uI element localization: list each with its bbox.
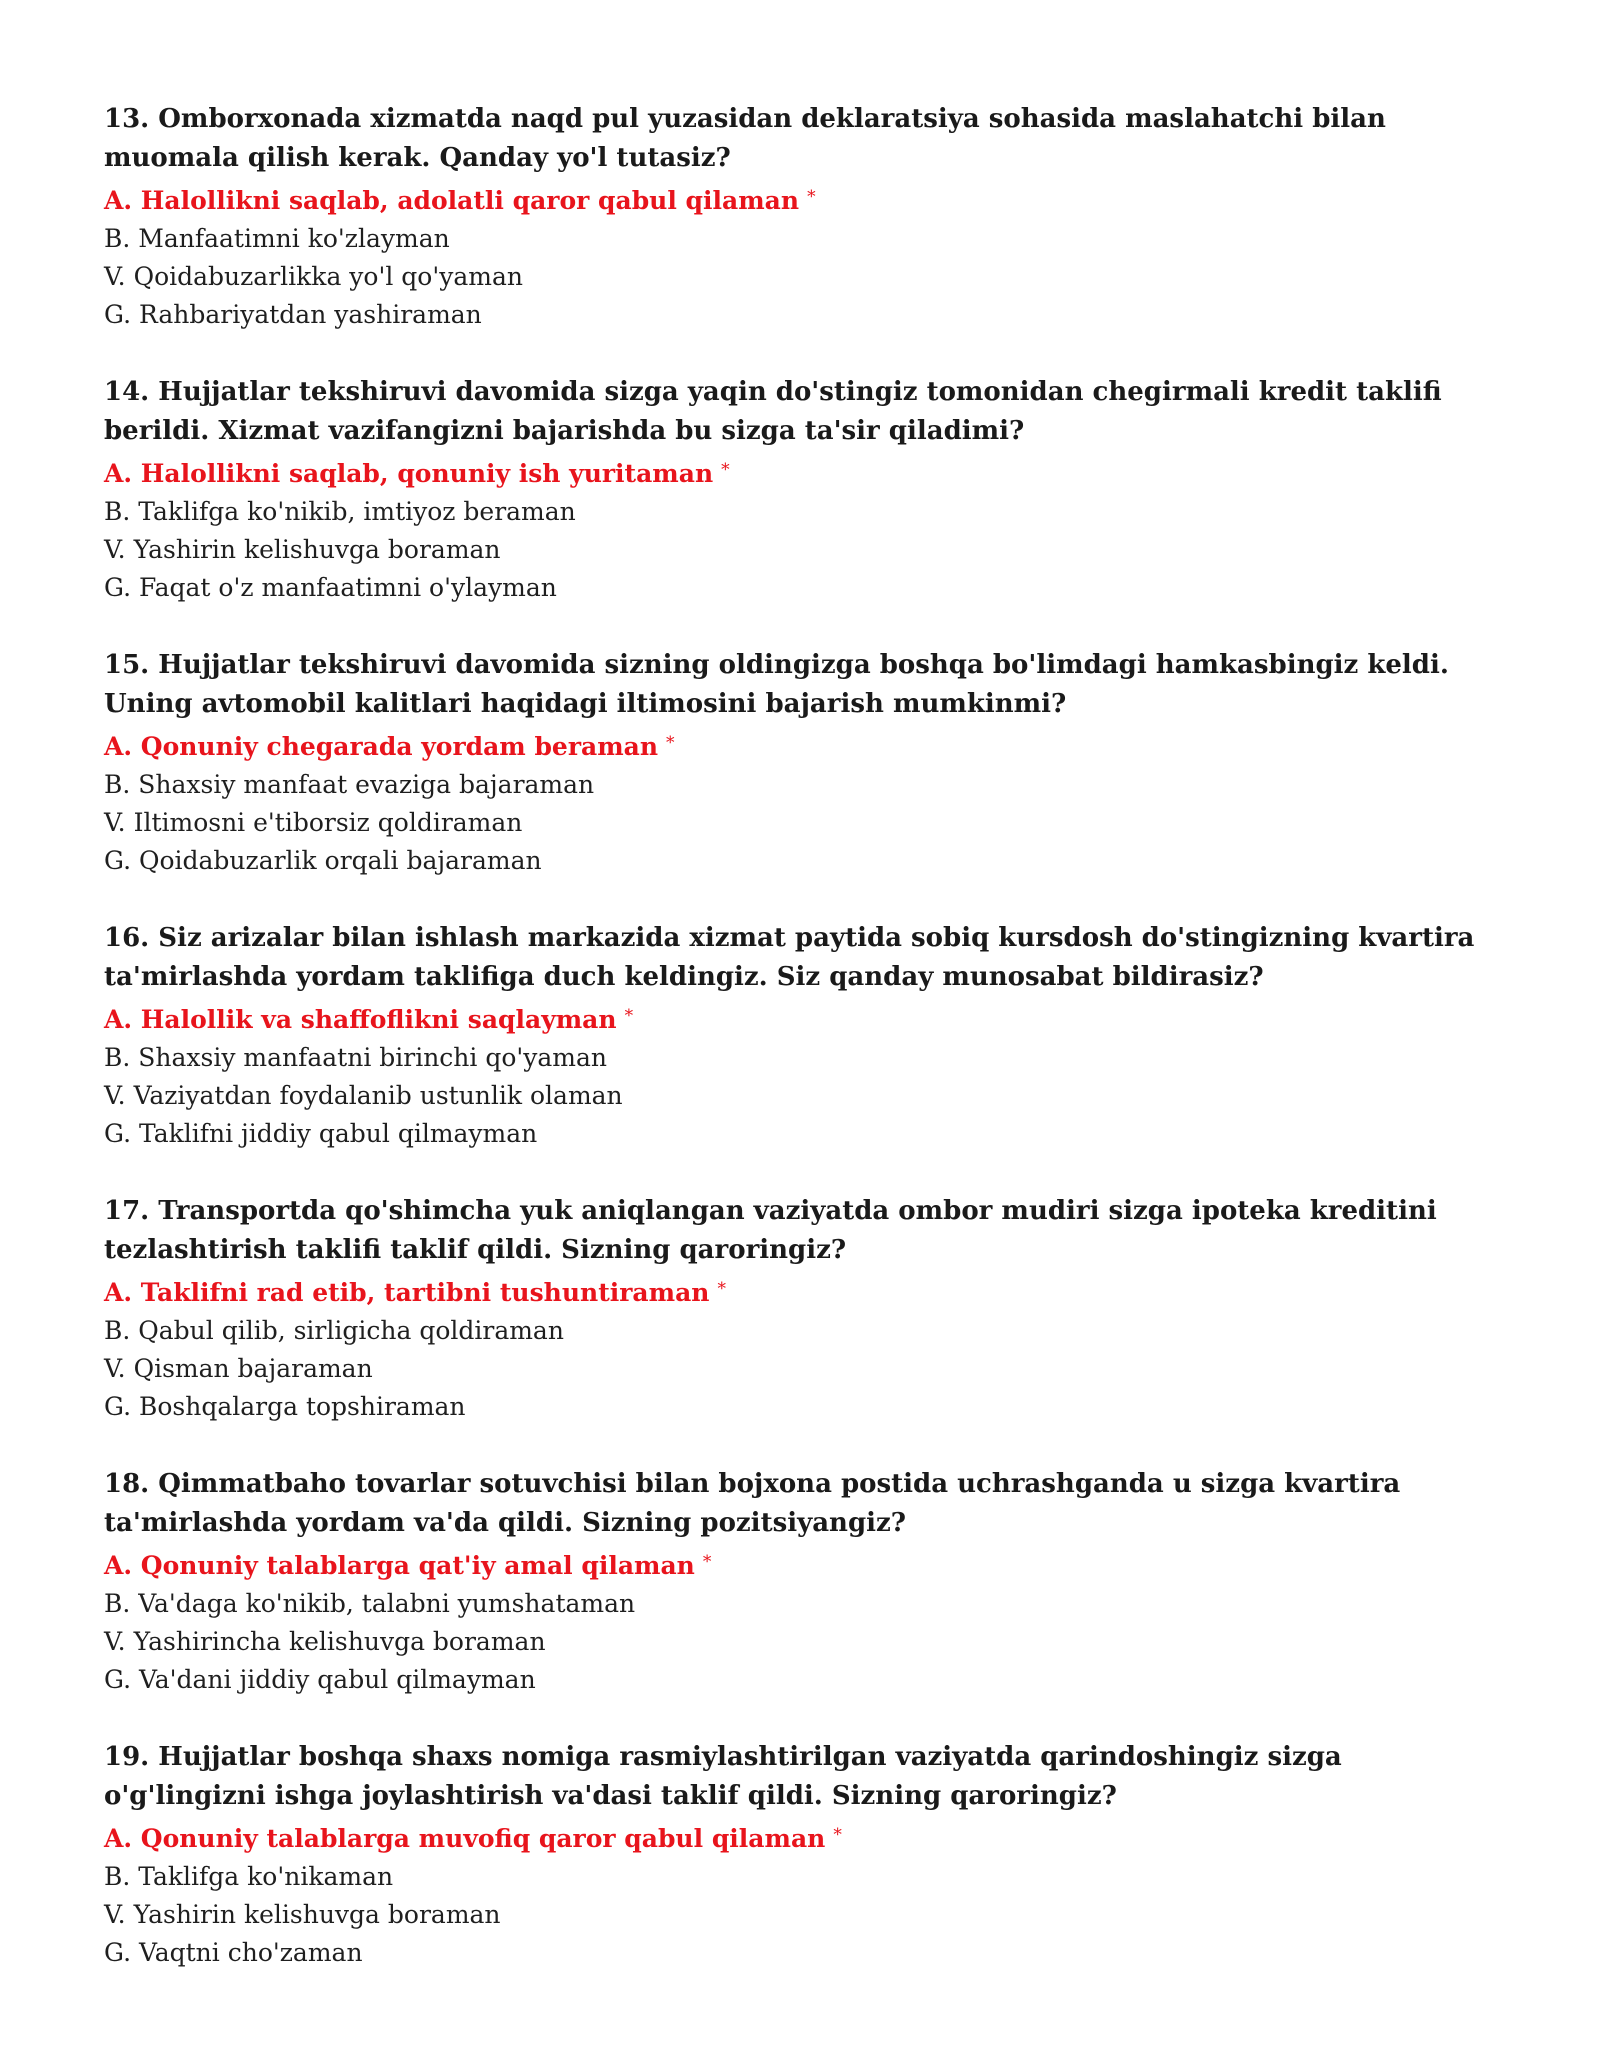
- question-17: [104, 1192, 1504, 1426]
- question-text: 15. Hujjatlar tekshiruvi davomida sizning oldingizga boshqa bo'limdagi hamkasbingiz keldi. Uning avtomobil kalitlari haqidagi iltimosini bajarish mumkinmi?: [104, 650, 1449, 719]
- question-text: 13. Omborxonada xizmatda naqd pul yuzasidan deklaratsiya sohasida maslahatchi bilan muomala qilish kerak. Qanday yo'l tutasiz?: [104, 104, 1386, 173]
- correct-answer: [104, 1543, 1504, 1585]
- answer-option: G. Rahbariyatdan yashiraman: [104, 300, 482, 329]
- answer-text: A. Taklifni rad etib, tartibni tushuntiraman: [104, 1278, 710, 1307]
- answer-option: V. Vaziyatdan foydalanib ustunlik olaman: [104, 1081, 623, 1110]
- question-15: [104, 646, 1504, 880]
- correct-marker: *: [807, 187, 816, 207]
- answer-option: V. Yashirin kelishuvga boraman: [104, 1900, 501, 1929]
- answer-option: V. Yashirincha kelishuvga boraman: [104, 1627, 546, 1656]
- answer-option: B. Manfaatimni ko'zlayman: [104, 224, 450, 253]
- answer-option: B. Va'daga ko'nikib, talabni yumshataman: [104, 1589, 636, 1618]
- question-text: 16. Siz arizalar bilan ishlash markazida xizmat paytida sobiq kursdosh do'stingizning kvartira ta'mirlashda yordam taklifiga duch keldingiz. Siz qanday munosabat bildirasiz?: [104, 923, 1475, 992]
- correct-marker: *: [624, 1006, 634, 1026]
- correct-answer: [104, 451, 1504, 493]
- correct-marker: *: [721, 460, 730, 480]
- answer-text: A. Halollikni saqlab, adolatli qaror qabul qilaman: [104, 186, 800, 215]
- correct-answer: [104, 997, 1504, 1039]
- question-text: 19. Hujjatlar boshqa shaxs nomiga rasmiylashtirilgan vaziyatda qarindoshingiz sizga o'g'lingizni ishga joylashtirish va'dasi taklif qildi. Sizning qaroringiz?: [104, 1742, 1342, 1811]
- answer-option: B. Taklifga ko'nikaman: [104, 1862, 394, 1891]
- quiz-page: [104, 100, 1504, 2011]
- correct-marker: *: [702, 1552, 712, 1572]
- answer-option: G. Vaqtni cho'zaman: [104, 1938, 363, 1967]
- question-16: [104, 919, 1504, 1153]
- answer-text: A. Qonuniy talablarga qat'iy amal qilaman: [104, 1551, 695, 1580]
- answer-option: V. Qisman bajaraman: [104, 1354, 373, 1383]
- answer-option: G. Boshqalarga topshiraman: [104, 1392, 466, 1421]
- question-19: [104, 1738, 1504, 1972]
- correct-answer: [104, 1270, 1504, 1312]
- answer-option: V. Iltimosni e'tiborsiz qoldiraman: [104, 808, 523, 837]
- answer-option: B. Shaxsiy manfaatni birinchi qo'yaman: [104, 1043, 608, 1072]
- question-text: 17. Transportda qo'shimcha yuk aniqlangan vaziyatda ombor mudiri sizga ipoteka kreditini tezlashtirish taklifi taklif qildi. Sizning qaroringiz?: [104, 1196, 1437, 1265]
- answer-option: V. Yashirin kelishuvga boraman: [104, 535, 501, 564]
- answer-option: G. Va'dani jiddiy qabul qilmayman: [104, 1665, 536, 1694]
- correct-marker: *: [666, 733, 675, 753]
- question-text: 18. Qimmatbaho tovarlar sotuvchisi bilan bojxona postida uchrashganda u sizga kvartira ta'mirlashda yordam va'da qildi. Sizning pozitsiyangiz?: [104, 1469, 1401, 1538]
- correct-answer: [104, 178, 1504, 220]
- answer-option: G. Qoidabuzarlik orqali bajaraman: [104, 846, 542, 875]
- answer-option: B. Shaxsiy manfaat evaziga bajaraman: [104, 770, 595, 799]
- correct-marker: *: [717, 1279, 726, 1299]
- answer-option: G. Taklifni jiddiy qabul qilmayman: [104, 1119, 538, 1148]
- answer-option: B. Qabul qilib, sirligicha qoldiraman: [104, 1316, 564, 1345]
- answer-text: A. Halollikni saqlab, qonuniy ish yuritaman: [104, 459, 714, 488]
- answer-text: A. Qonuniy talablarga muvofiq qaror qabul qilaman: [104, 1824, 826, 1853]
- question-text: 14. Hujjatlar tekshiruvi davomida sizga yaqin do'stingiz tomonidan chegirmali kredit taklifi berildi. Xizmat vazifangizni bajarishda bu sizga ta'sir qiladimi?: [104, 377, 1442, 446]
- answer-option: V. Qoidabuzarlikka yo'l qo'yaman: [104, 262, 523, 291]
- correct-marker: *: [833, 1825, 842, 1845]
- question-13: [104, 100, 1504, 334]
- answer-option: B. Taklifga ko'nikib, imtiyoz beraman: [104, 497, 576, 526]
- correct-answer: [104, 724, 1504, 766]
- answer-text: A. Halollik va shaffoflikni saqlayman: [104, 1005, 617, 1034]
- question-14: [104, 373, 1504, 607]
- answer-text: A. Qonuniy chegarada yordam beraman: [104, 732, 659, 761]
- correct-answer: [104, 1816, 1504, 1858]
- answer-option: G. Faqat o'z manfaatimni o'ylayman: [104, 573, 557, 602]
- question-18: [104, 1465, 1504, 1699]
